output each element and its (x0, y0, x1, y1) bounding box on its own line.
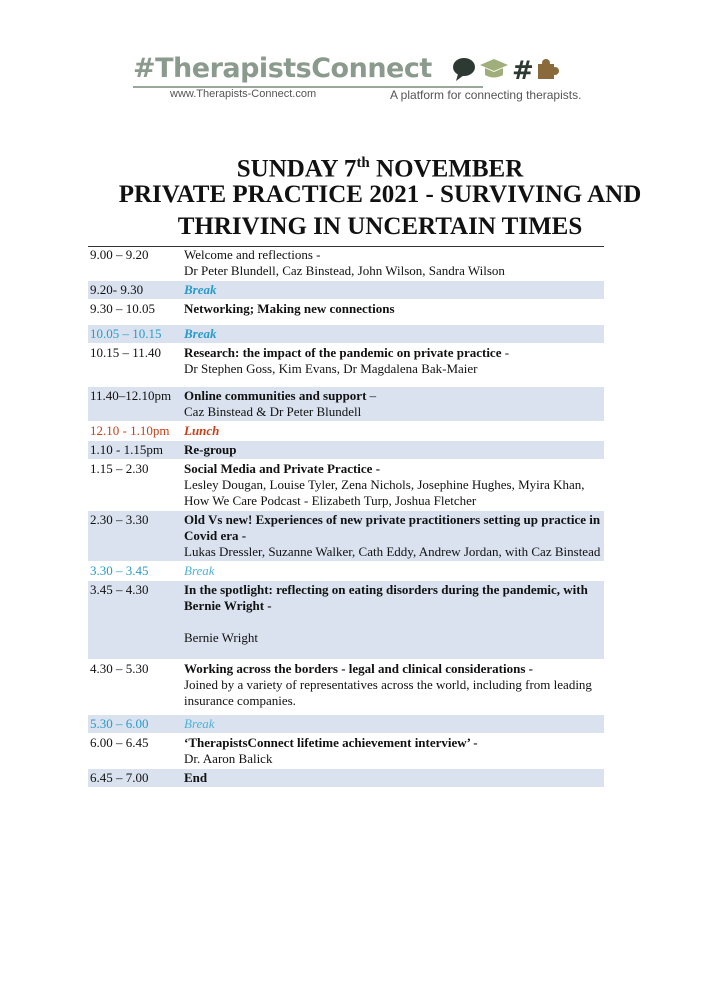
header (0, 0, 720, 110)
session-title-suffix: - (501, 345, 510, 360)
time-cell: 6.45 – 7.00 (88, 769, 182, 788)
time-cell: 9.30 – 10.05 (90, 301, 155, 316)
table-row (88, 246, 604, 281)
schedule-table (88, 246, 604, 788)
table-row (88, 581, 604, 660)
session-cell (182, 715, 604, 734)
session-title: Social Media and Private Practice - (184, 461, 381, 476)
logo-icons (452, 55, 564, 83)
session-title: ‘TherapistsConnect lifetime achievement interview’ - (184, 735, 478, 750)
session-title: Break (184, 326, 217, 341)
tagline: A platform for connecting therapists. (390, 88, 582, 102)
session-title: Networking; Making new connections (184, 301, 395, 316)
svg-text:#: # (512, 56, 534, 83)
table-row (88, 387, 604, 422)
logo: #TherapistsConnect (133, 53, 432, 84)
session-cell (182, 511, 604, 562)
session-cell (182, 422, 604, 441)
session-cell (182, 344, 604, 387)
logo-url: www.Therapists-Connect.com (170, 88, 317, 100)
table-row (88, 281, 604, 300)
session-cell (182, 581, 604, 660)
session-title: Research: the impact of the pandemic on private practice (184, 345, 502, 360)
session-title: Re-group (184, 442, 237, 457)
table-row (88, 460, 604, 511)
time-cell: 1.10 - 1.15pm (88, 441, 182, 460)
table-row (88, 769, 604, 788)
session-cell (182, 281, 604, 300)
time-cell: 10.15 – 11.40 (90, 345, 162, 360)
time-cell: 11.40–12.10pm (88, 387, 182, 422)
session-cell (182, 769, 604, 788)
time-cell: 4.30 – 5.30 (90, 661, 149, 676)
table-row (88, 715, 604, 734)
session-cell (182, 387, 604, 422)
session-title: Online communities and support (184, 388, 367, 403)
session-title: In the spotlight: reflecting on eating disorders during the pandemic, with Bernie Wright - (184, 582, 588, 613)
time-cell: 3.45 – 4.30 (88, 581, 182, 660)
session-speakers: Dr. Aaron Balick (184, 751, 273, 766)
time-cell: 9.00 – 9.20 (90, 247, 149, 262)
session-cell (182, 325, 604, 344)
session-cell (182, 246, 604, 281)
title-line-1: SUNDAY 7th NOVEMBER (236, 155, 524, 183)
hash-icon (512, 56, 534, 83)
table-row (88, 511, 604, 562)
session-title: Working across the borders - legal and clinical considerations - (184, 661, 533, 676)
session-cell (182, 300, 604, 325)
graduation-cap-icon (480, 59, 508, 78)
time-cell: 3.30 – 3.45 (90, 563, 149, 578)
session-cell (182, 460, 604, 511)
time-cell: 6.00 – 6.45 (90, 735, 149, 750)
session-title: Welcome and reflections - (184, 247, 321, 262)
table-row (88, 422, 604, 441)
table-top-rule (88, 246, 604, 247)
session-speakers: Bernie Wright (184, 630, 258, 645)
time-cell: 10.05 – 10.15 (88, 325, 182, 344)
session-speakers: Dr Stephen Goss, Kim Evans, Dr Magdalena Bak-Maier (184, 361, 478, 376)
session-cell (182, 441, 604, 460)
table-row (88, 325, 604, 344)
session-speakers: Lesley Dougan, Louise Tyler, Zena Nichols, Josephine Hughes, Myira Khan, How We Care Podcast - Elizabeth Turp, Joshua Fletcher (184, 477, 585, 508)
time-cell: 12.10 - 1.10pm (90, 423, 170, 438)
session-title: Break (184, 716, 215, 731)
session-speakers: Joined by a variety of representatives across the world, including from leading insurance companies. (184, 677, 592, 708)
session-cell (182, 562, 604, 581)
puzzle-piece-icon (538, 59, 559, 79)
title-line-2: PRIVATE PRACTICE 2021 - SURVIVING AND (118, 181, 642, 208)
session-title: Old Vs new! Experiences of new private practitioners setting up practice in Covid era - (184, 512, 601, 543)
session-speakers: Lukas Dressler, Suzanne Walker, Cath Eddy, Andrew Jordan, with Caz Binstead (184, 544, 601, 559)
session-title: Break (184, 563, 215, 578)
session-cell (182, 660, 604, 715)
session-title-suffix: – (366, 388, 377, 403)
session-title: Break (184, 282, 217, 297)
table-row (88, 344, 604, 387)
table-row (88, 441, 604, 460)
session-speakers: Caz Binstead & Dr Peter Blundell (184, 404, 362, 419)
session-title: End (184, 770, 208, 785)
table-row (88, 300, 604, 325)
speech-bubble-icon (453, 58, 475, 81)
session-cell (182, 734, 604, 769)
time-cell: 2.30 – 3.30 (88, 511, 182, 562)
table-row (88, 660, 604, 715)
session-speakers: Dr Peter Blundell, Caz Binstead, John Wilson, Sandra Wilson (184, 263, 505, 278)
table-row (88, 734, 604, 769)
session-title: Lunch (184, 423, 220, 438)
time-cell: 9.20- 9.30 (88, 281, 182, 300)
time-cell: 1.15 – 2.30 (90, 461, 149, 476)
time-cell: 5.30 – 6.00 (88, 715, 182, 734)
title-line-3: THRIVING IN UNCERTAIN TIMES (177, 213, 583, 240)
table-row (88, 562, 604, 581)
